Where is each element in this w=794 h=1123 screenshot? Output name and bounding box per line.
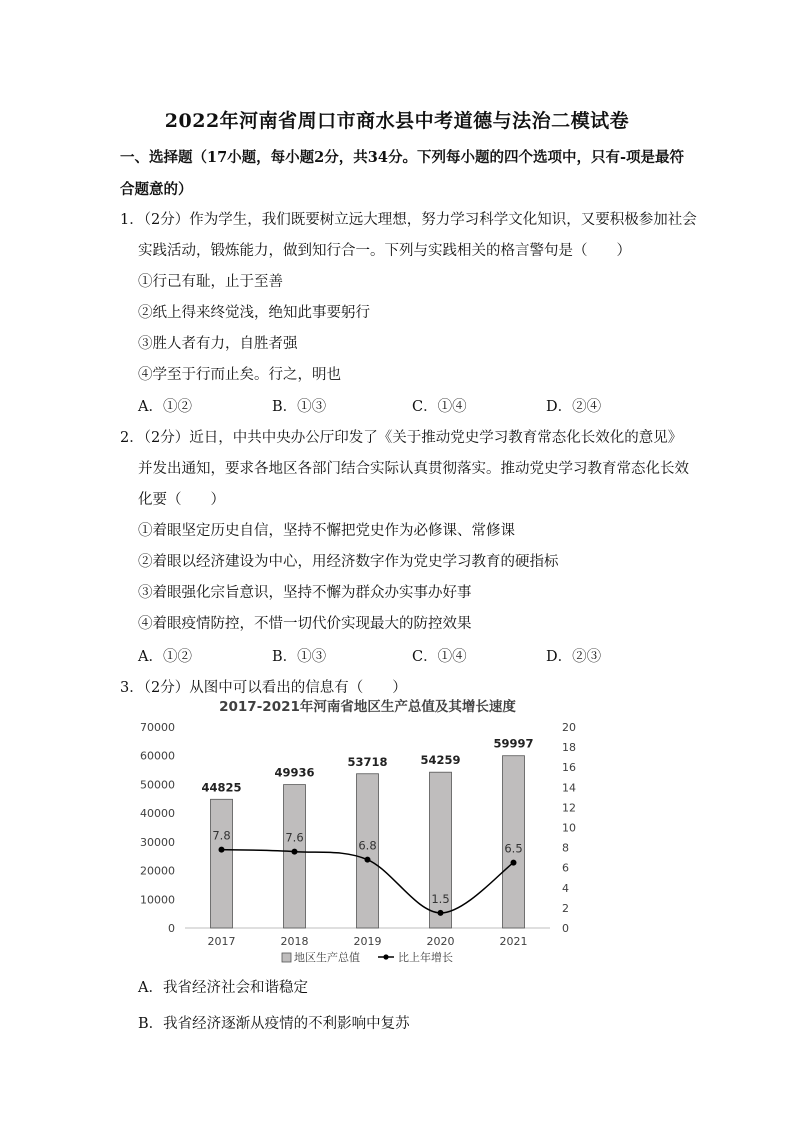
bar-value-label: 44825 xyxy=(201,780,242,795)
q2-item-1: ①着眼坚定历史自信，坚持不懈把党史作为必修课、常修课 xyxy=(138,523,515,539)
y-left-tick-label: 60000 xyxy=(140,749,175,763)
section-heading-line1: 一、选择题（17小题，每小题2分，共34分。下列每小题的四个选项中，只有-项是最符 xyxy=(120,149,684,166)
growth-point xyxy=(438,910,444,916)
x-tick-label: 2017 xyxy=(207,935,236,948)
y-right-tick-label: 2 xyxy=(562,901,569,915)
y-left-tick-label: 30000 xyxy=(140,835,175,849)
growth-point xyxy=(292,849,298,855)
q3-stem: 3．（2分）从图中可以看出的信息有（ ） xyxy=(120,680,407,696)
q1-choices xyxy=(138,395,658,417)
q2-stem-line1: 2．（2分）近日，中共中央办公厅印发了《关于推动党史学习教育常态化长效化的意见》 xyxy=(120,430,683,446)
q1-item-3: ③胜人者有力，自胜者强 xyxy=(138,336,298,352)
q2-item-4: ④着眼疫情防控，不惜一切代价实现最大的防控效果 xyxy=(138,616,472,632)
x-tick-label: 2020 xyxy=(426,935,455,948)
growth-value-label: 7.8 xyxy=(212,828,231,843)
growth-point xyxy=(219,847,225,853)
q1-item-2: ②纸上得来终觉浅，绝知此事要躬行 xyxy=(138,305,370,321)
bar xyxy=(284,785,306,928)
q1-choice-d[interactable]: D．②④ xyxy=(546,399,602,415)
growth-value-label: 6.5 xyxy=(504,841,523,856)
q1-item-4: ④学至于行而止矣。行之，明也 xyxy=(138,367,341,383)
chart-title: 2017-2021年河南省地区生产总值及其增长速度 xyxy=(219,699,516,715)
bar-value-label: 49936 xyxy=(274,765,315,780)
y-left-tick-label: 50000 xyxy=(140,778,175,792)
gdp-chart xyxy=(130,696,590,971)
q2-choice-a[interactable]: A．①② xyxy=(138,649,192,665)
y-right-tick-label: 12 xyxy=(562,801,576,815)
growth-point xyxy=(365,857,371,863)
y-left-tick-label: 20000 xyxy=(140,864,175,878)
q2-choice-d[interactable]: D．②③ xyxy=(546,649,602,665)
growth-point xyxy=(511,860,517,866)
q1-choice-c[interactable]: C．①④ xyxy=(412,399,467,415)
bar-value-label: 53718 xyxy=(347,754,388,769)
q2-choices xyxy=(138,645,658,667)
q2-stem-line3: 化要（ ） xyxy=(138,492,225,508)
y-right-tick-label: 10 xyxy=(562,821,576,835)
bar xyxy=(211,799,233,928)
q2-stem-line2: 并发出通知，要求各地区各部门结合实际认真贯彻落实。推动党史学习教育常态化长效 xyxy=(138,461,689,477)
growth-value-label: 6.8 xyxy=(358,838,377,853)
bar-value-label: 54259 xyxy=(420,753,461,768)
q1-item-1: ①行己有耻，止于至善 xyxy=(138,274,283,290)
section-heading-line2: 合题意的） xyxy=(120,181,193,198)
y-left-tick-label: 0 xyxy=(168,922,175,935)
y-right-tick-label: 8 xyxy=(562,841,569,855)
q3-choice-a[interactable]: A．我省经济社会和谐稳定 xyxy=(138,980,308,996)
y-right-tick-label: 20 xyxy=(562,721,576,734)
q1-choice-b[interactable]: B．①③ xyxy=(272,399,327,415)
legend-line-label: 比上年增长 xyxy=(398,951,453,964)
y-right-tick-label: 4 xyxy=(562,881,569,895)
x-tick-label: 2019 xyxy=(353,935,382,948)
growth-value-label: 1.5 xyxy=(431,891,450,906)
q2-choice-c[interactable]: C．①④ xyxy=(412,649,467,665)
q1-choice-a[interactable]: A．①② xyxy=(138,399,192,415)
y-left-tick-label: 10000 xyxy=(140,893,175,907)
legend-bar-swatch xyxy=(282,953,291,962)
legend-line-marker xyxy=(383,954,388,959)
q1-stem-line2: 实践活动，锻炼能力，做到知行合一。下列与实践相关的格言警句是（ ） xyxy=(138,243,631,259)
y-right-tick-label: 14 xyxy=(562,781,576,795)
q2-item-2: ②着眼以经济建设为中心，用经济数字作为党史学习教育的硬指标 xyxy=(138,554,559,570)
x-tick-label: 2018 xyxy=(280,935,309,948)
y-left-tick-label: 70000 xyxy=(140,721,175,734)
y-right-tick-label: 0 xyxy=(562,922,569,935)
y-left-tick-label: 40000 xyxy=(140,807,175,821)
bar-value-label: 59997 xyxy=(493,736,534,751)
page-title: 2022年河南省周口市商水县中考道德与法治二模试卷 xyxy=(164,110,630,132)
legend-bar-label: 地区生产总值 xyxy=(294,951,360,964)
growth-value-label: 7.6 xyxy=(285,830,304,845)
q3-choice-b[interactable]: B．我省经济逐渐从疫情的不利影响中复苏 xyxy=(138,1016,410,1032)
x-tick-label: 2021 xyxy=(499,935,528,948)
y-right-tick-label: 18 xyxy=(562,741,576,755)
q1-stem-line1: 1．（2分）作为学生，我们既要树立远大理想，努力学习科学文化知识，又要积极参加社会 xyxy=(120,212,697,228)
q2-item-3: ③着眼强化宗旨意识，坚持不懈为群众办实事办好事 xyxy=(138,585,472,601)
y-right-tick-label: 16 xyxy=(562,761,576,775)
y-right-tick-label: 6 xyxy=(562,861,569,875)
q2-choice-b[interactable]: B．①③ xyxy=(272,649,327,665)
